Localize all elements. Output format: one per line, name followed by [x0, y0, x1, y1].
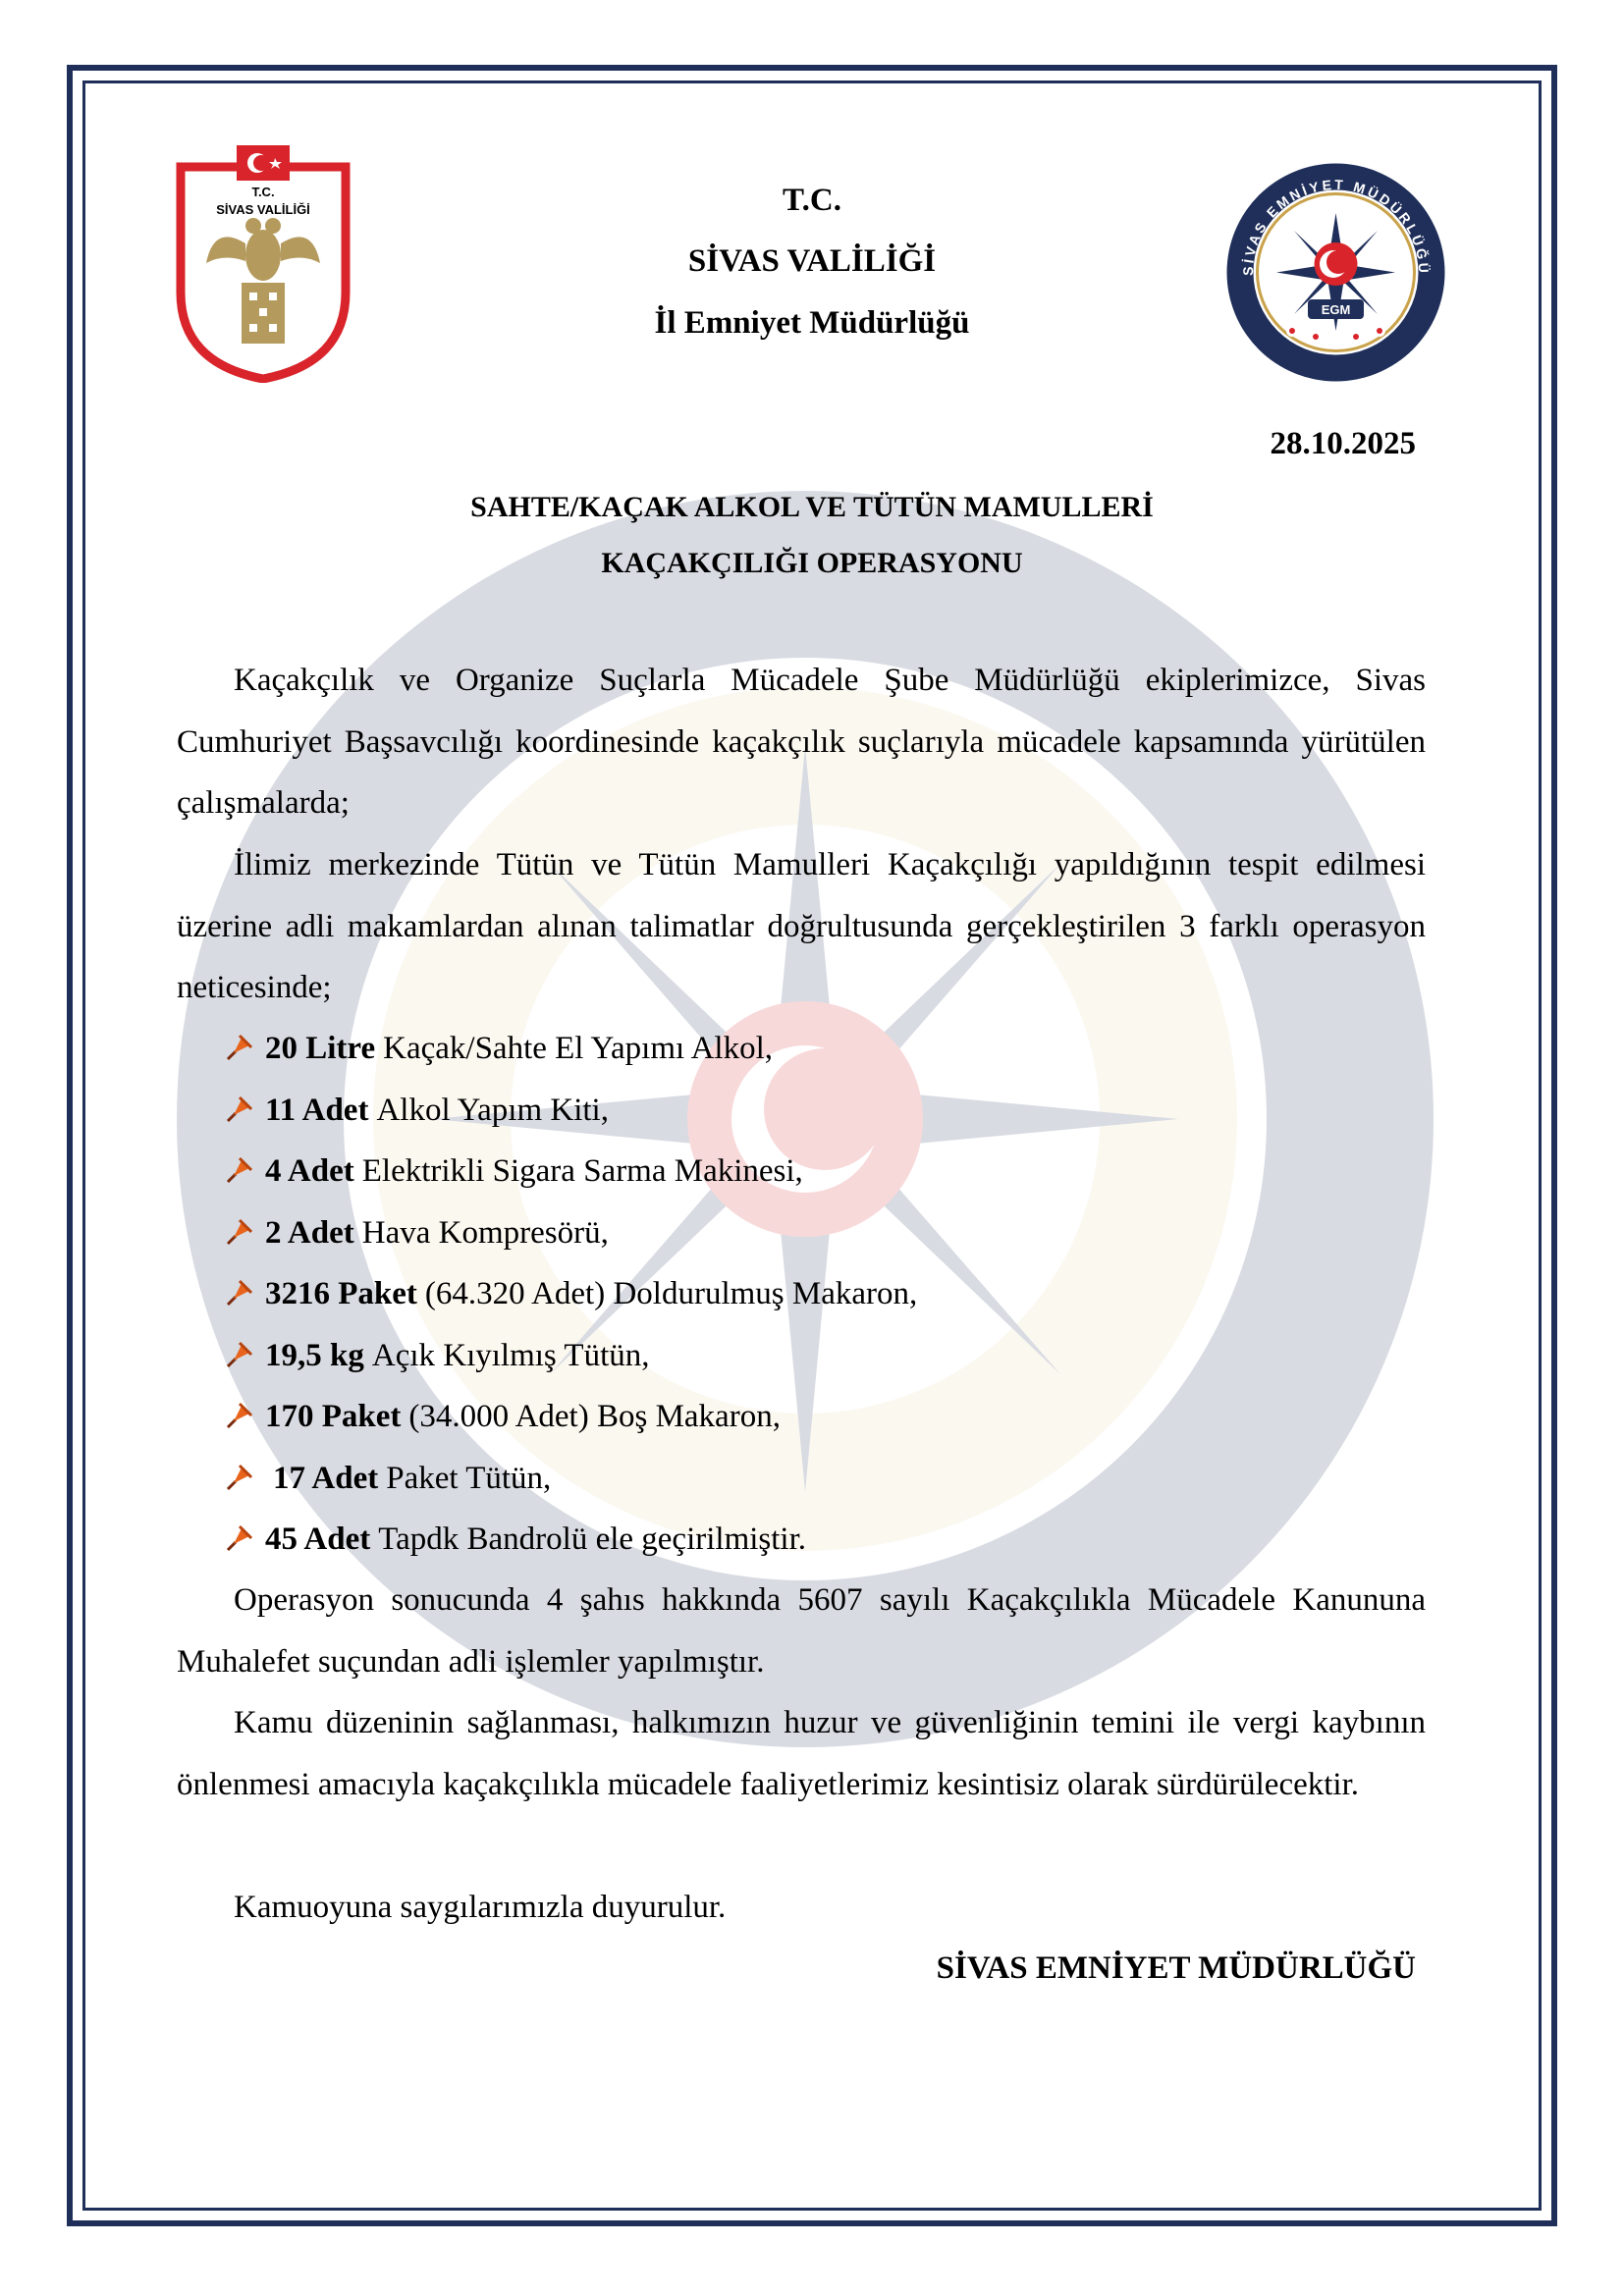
list-item: [224, 1018, 917, 1080]
list-item: [224, 1509, 917, 1571]
item-description: Tapdk Bandrolü ele geçirilmiştir.: [378, 1522, 807, 1557]
item-description: Alkol Yapım Kiti,: [376, 1092, 609, 1128]
item-description: (34.000 Adet) Boş Makaron,: [408, 1399, 781, 1434]
header-tc: T.C.: [783, 183, 841, 218]
list-item: [224, 1386, 917, 1448]
pushpin-icon: [224, 1341, 253, 1370]
item-description: Elektrikli Sigara Sarma Makinesi,: [361, 1153, 803, 1189]
list-item: [224, 1325, 917, 1387]
sivas-valiligi-logo: [175, 145, 352, 383]
header-valilik: SİVAS VALİLİĞİ: [687, 243, 937, 279]
pushpin-icon: [224, 1156, 253, 1186]
item-quantity: 170 Paket: [265, 1399, 402, 1434]
pushpin-icon: [224, 1464, 253, 1493]
item-quantity: 20 Litre: [265, 1031, 376, 1066]
goal-paragraph: Kamu düzeninin sağlanması, halkımızın huzur ve güvenliğinin temini ile vergi kaybının önlenmesi amacıyla kaçakçılıkla mücadele faaliyetlerimiz kesintisiz olarak sürdürülecektir.: [177, 1705, 1426, 1802]
pushpin-icon: [224, 1279, 253, 1308]
signature: SİVAS EMNİYET MÜDÜRLÜĞÜ: [936, 1950, 1416, 1986]
item-description: Paket Tütün,: [386, 1460, 552, 1496]
item-quantity: 4 Adet: [265, 1153, 354, 1189]
list-item: [224, 1448, 917, 1510]
item-description: Hava Kompresörü,: [361, 1214, 609, 1251]
item-quantity: 3216 Paket: [265, 1276, 417, 1311]
pushpin-icon: [224, 1034, 253, 1063]
item-quantity: 2 Adet: [265, 1214, 354, 1251]
item-quantity: 19,5 kg: [265, 1337, 364, 1373]
pushpin-icon: [224, 1524, 253, 1554]
list-item: [224, 1080, 917, 1142]
pushpin-icon: [224, 1402, 253, 1431]
pushpin-icon: [224, 1218, 253, 1248]
result-paragraph: Operasyon sonucunda 4 şahıs hakkında 5607 sayılı Kaçakçılıkla Mücadele Kanununa Muhalefet suçundan adli işlemler yapılmıştır.: [177, 1582, 1426, 1680]
item-quantity: 45 Adet: [265, 1522, 371, 1557]
header-emniyet: İl Emniyet Müdürlüğü: [654, 305, 970, 341]
pushpin-icon: [224, 1095, 253, 1125]
item-quantity: 17 Adet: [273, 1460, 379, 1496]
list-item: [224, 1263, 917, 1325]
list-item: [224, 1141, 917, 1202]
item-description: (64.320 Adet) Doldurulmuş Makaron,: [424, 1276, 918, 1311]
svg-text:SİVAS EMNİYET MÜDÜRLÜĞÜ: SİVAS EMNİYET MÜDÜRLÜĞÜ: [1239, 176, 1433, 277]
item-quantity: 11 Adet: [265, 1092, 369, 1128]
document-date: 28.10.2025: [1270, 426, 1416, 461]
intro-paragraph: Kaçakçılık ve Organize Suçlarla Mücadele Şube Müdürlüğü ekiplerimizce, Sivas Cumhuriyet Başsavcılığı koordinesinde kaçakçılık suçlarıyla mücadele kapsamında yürütülen çalışmalarda;: [177, 663, 1426, 821]
item-description: Açık Kıyılmış Tütün,: [371, 1337, 650, 1373]
sivas-emniyet-mudurlugu-logo: [1225, 162, 1446, 383]
svg-text:EGM: EGM: [1321, 302, 1351, 317]
closing-paragraph: Kamuoyuna saygılarımızla duyurulur.: [234, 1890, 727, 1925]
document-title-line2: KAÇAKÇILIĞI OPERASYONU: [601, 547, 1023, 579]
svg-text:SİVAS VALİLİĞİ: SİVAS VALİLİĞİ: [216, 202, 310, 217]
list-item: [224, 1202, 917, 1264]
seized-items-list: [224, 1018, 917, 1571]
svg-text:T.C.: T.C.: [251, 185, 275, 199]
context-paragraph: İlimiz merkezinde Tütün ve Tütün Mamulleri Kaçakçılığı yapıldığının tespit edilmesi üzerine adli makamlardan alınan talimatlar doğrultusunda gerçekleştirilen 3 farklı operasyon neticesinde;: [177, 847, 1426, 1005]
item-description: Kaçak/Sahte El Yapımı Alkol,: [383, 1031, 774, 1066]
document-title-line1: SAHTE/KAÇAK ALKOL VE TÜTÜN MAMULLERİ: [470, 491, 1154, 523]
